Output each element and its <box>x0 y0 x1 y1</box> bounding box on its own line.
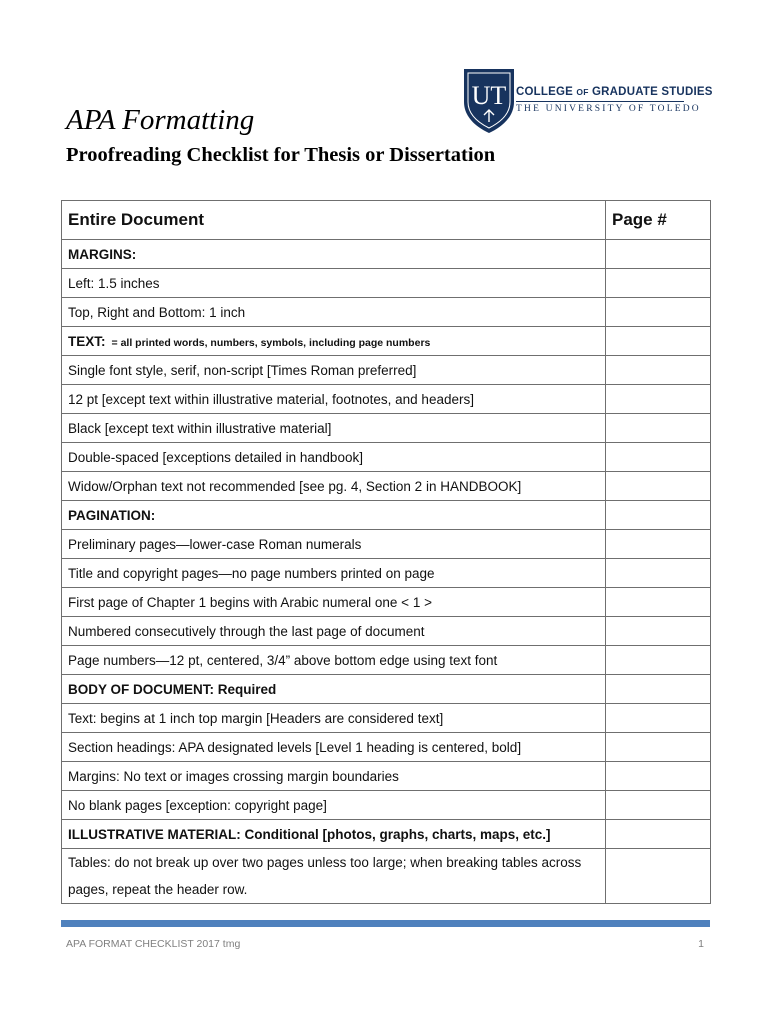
checklist-item <box>62 588 606 617</box>
checklist-item <box>62 472 606 501</box>
table-row <box>62 849 711 904</box>
college-name <box>516 86 713 98</box>
table-row <box>62 414 711 443</box>
checklist-item-label: Numbered consecutively through the last page of document <box>68 623 425 639</box>
page-number-cell[interactable] <box>606 327 711 356</box>
page-number-cell[interactable] <box>606 385 711 414</box>
checklist-item <box>62 849 606 904</box>
checklist-item-label: Single font style, serif, non-script [Times Roman preferred] <box>68 362 417 378</box>
checklist-item-label: Section headings: APA designated levels [Level 1 heading is centered, bold] <box>68 739 522 755</box>
checklist-item-label: Left: 1.5 inches <box>68 275 160 291</box>
page-number-cell[interactable] <box>606 675 711 704</box>
section-heading-row <box>62 820 711 849</box>
section-heading-row <box>62 327 711 356</box>
table-row <box>62 298 711 327</box>
checklist-item <box>62 530 606 559</box>
checklist-item-label: 12 pt [except text within illustrative material, footnotes, and headers] <box>68 391 474 407</box>
checklist-table <box>61 200 711 904</box>
table-row <box>62 617 711 646</box>
checklist-item-label: Text: begins at 1 inch top margin [Headers are considered text] <box>68 710 444 726</box>
section-heading-label: MARGINS: <box>68 246 137 262</box>
section-heading-label: PAGINATION: <box>68 507 156 523</box>
column-header-page: Page # <box>606 201 711 240</box>
checklist-item-label: Black [except text within illustrative material] <box>68 420 332 436</box>
checklist-item-label: Tables: do not break up over two pages unless too large; when breaking tables across pages, repeat the header row. <box>68 855 582 897</box>
column-header-item: Entire Document <box>62 201 606 240</box>
shield-icon <box>460 66 518 134</box>
page-number-cell[interactable] <box>606 414 711 443</box>
page-number-cell[interactable] <box>606 791 711 820</box>
page-number-cell[interactable] <box>606 646 711 675</box>
page-number-cell[interactable] <box>606 443 711 472</box>
section-heading-label: TEXT: <box>68 333 106 349</box>
page-number-cell[interactable] <box>606 849 711 904</box>
checklist-item <box>62 559 606 588</box>
table-row <box>62 356 711 385</box>
checklist-item <box>62 269 606 298</box>
logo-divider <box>516 101 684 102</box>
document-title: APA Formatting <box>66 104 255 136</box>
checklist-item-label: Margins: No text or images crossing margin boundaries <box>68 768 399 784</box>
checklist-item-label: Title and copyright pages—no page numbers printed on page <box>68 565 435 581</box>
checklist-item <box>62 791 606 820</box>
page-number-cell[interactable] <box>606 704 711 733</box>
section-note: = all printed words, numbers, symbols, including page numbers <box>111 336 431 349</box>
checklist-item-label: Preliminary pages—lower-case Roman numerals <box>68 536 362 552</box>
checklist-item <box>62 414 606 443</box>
page-number-cell[interactable] <box>606 617 711 646</box>
college-prefix: COLLEGE <box>516 86 573 98</box>
checklist-item <box>62 675 606 704</box>
checklist-item-label: Double-spaced [exceptions detailed in handbook] <box>68 449 363 465</box>
checklist-item-label: Top, Right and Bottom: 1 inch <box>68 304 246 320</box>
table-row <box>62 472 711 501</box>
table-row <box>62 646 711 675</box>
page-number-cell[interactable] <box>606 269 711 298</box>
page-number-cell[interactable] <box>606 240 711 269</box>
table-row <box>62 559 711 588</box>
checklist-item <box>62 820 606 849</box>
document-subtitle: Proofreading Checklist for Thesis or Dissertation <box>66 144 496 166</box>
checklist-item <box>62 501 606 530</box>
checklist-item <box>62 385 606 414</box>
table-row <box>62 704 711 733</box>
page-number: 1 <box>698 938 704 950</box>
table-row <box>62 733 711 762</box>
checklist-item <box>62 617 606 646</box>
page-number-cell[interactable] <box>606 588 711 617</box>
checklist-item <box>62 327 606 356</box>
table-row <box>62 385 711 414</box>
checklist-body <box>62 240 711 904</box>
table-row <box>62 791 711 820</box>
footer-bar <box>61 920 710 927</box>
page-number-cell[interactable] <box>606 820 711 849</box>
page-number-cell[interactable] <box>606 356 711 385</box>
university-logo <box>458 66 713 134</box>
university-name: THE UNIVERSITY OF TOLEDO <box>516 104 701 114</box>
page-number-cell[interactable] <box>606 559 711 588</box>
section-heading-label: BODY OF DOCUMENT: Required <box>68 681 277 697</box>
checklist-item-label: First page of Chapter 1 begins with Arabic numeral one < 1 > <box>68 594 432 610</box>
checklist-item-label: Widow/Orphan text not recommended [see pg. 4, Section 2 in HANDBOOK] <box>68 478 522 494</box>
page-number-cell[interactable] <box>606 733 711 762</box>
section-heading-row <box>62 240 711 269</box>
table-row <box>62 443 711 472</box>
college-suffix: GRADUATE STUDIES <box>592 86 713 98</box>
section-heading-label: ILLUSTRATIVE MATERIAL: Conditional [photos, graphs, charts, maps, etc.] <box>68 826 551 842</box>
page-number-cell[interactable] <box>606 530 711 559</box>
page-number-cell[interactable] <box>606 762 711 791</box>
section-heading-row <box>62 501 711 530</box>
table-row <box>62 530 711 559</box>
checklist-item <box>62 733 606 762</box>
table-row <box>62 269 711 298</box>
page-number-cell[interactable] <box>606 501 711 530</box>
college-of: OF <box>576 87 589 97</box>
footer-text: APA FORMAT CHECKLIST 2017 tmg <box>66 938 241 950</box>
page-number-cell[interactable] <box>606 298 711 327</box>
checklist-item <box>62 240 606 269</box>
checklist-item <box>62 646 606 675</box>
checklist-item <box>62 704 606 733</box>
checklist-item <box>62 762 606 791</box>
checklist-item <box>62 443 606 472</box>
page-number-cell[interactable] <box>606 472 711 501</box>
section-heading-row <box>62 675 711 704</box>
checklist-item-label: No blank pages [exception: copyright page] <box>68 797 327 813</box>
checklist-item <box>62 298 606 327</box>
table-row <box>62 588 711 617</box>
shield-monogram: UT <box>471 81 507 110</box>
checklist-item <box>62 356 606 385</box>
checklist-item-label: Page numbers—12 pt, centered, 3/4” above bottom edge using text font <box>68 652 498 668</box>
table-row <box>62 762 711 791</box>
table-header-row <box>62 201 711 240</box>
